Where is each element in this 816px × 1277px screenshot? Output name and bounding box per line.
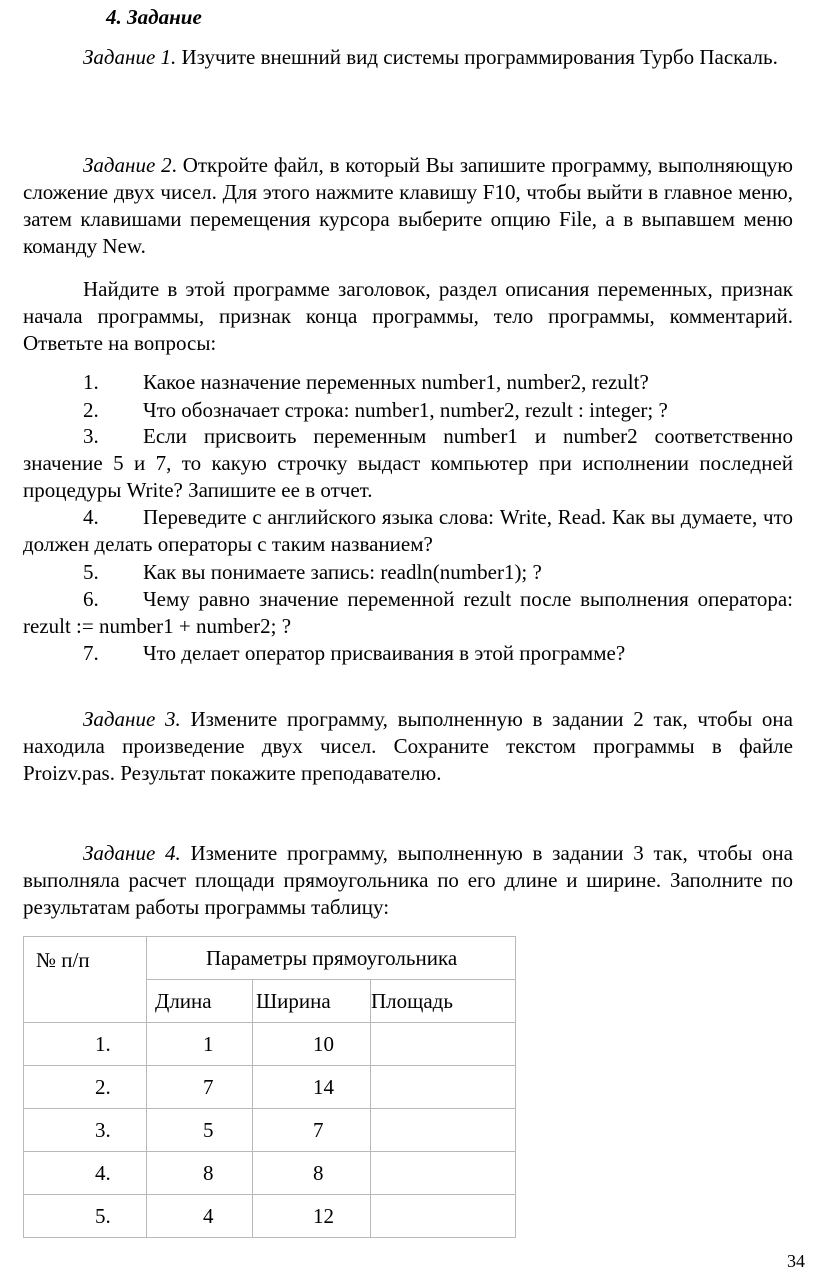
task-3 — [23, 706, 793, 787]
question-text: Что делает оператор присваивания в этой программе? — [143, 641, 626, 665]
column-header-number: № п/п — [24, 937, 147, 1023]
row-number: 3. — [24, 1109, 147, 1152]
cell-area[interactable] — [371, 1152, 516, 1195]
question-number: 6. — [83, 587, 99, 611]
question-number: 7. — [83, 641, 99, 665]
question-text: Если присвоить переменным number1 и number2 соответственно значение 5 и 7, то какую строчку выдаст компьютер при исполнении последней процедуры Write? Запишите ее в отчет. — [23, 424, 793, 502]
row-number: 1. — [24, 1023, 147, 1066]
question-text: Переведите с английского языка слова: Write, Read. Как вы думаете, что должен делать операторы с таким названием? — [23, 505, 793, 556]
cell-width: 8 — [253, 1152, 371, 1195]
cell-area[interactable] — [371, 1109, 516, 1152]
question-number: 4. — [83, 505, 99, 529]
task-1-lead: Задание 1. — [83, 45, 177, 69]
task-1-text: Изучите внешний вид системы программирования Турбо Паскаль. — [176, 45, 778, 69]
table-header-row — [24, 937, 516, 980]
column-header-area: Площадь — [371, 980, 516, 1023]
cell-length: 7 — [147, 1066, 253, 1109]
question-text: Чему равно значение переменной rezult после выполнения оператора: rezult := number1 + number2; ? — [23, 587, 793, 638]
task-4-text: Измените программу, выполненную в задании 3 так, чтобы она выполняла расчет площади прямоугольника по его длине и ширине. Заполните по результатам работы программы таблицу: — [23, 841, 793, 919]
cell-length: 4 — [147, 1195, 253, 1238]
cell-area[interactable] — [371, 1066, 516, 1109]
question-number: 1. — [83, 370, 99, 394]
task-1 — [23, 44, 793, 71]
task-2 — [23, 152, 793, 260]
column-group-header: Параметры прямоугольника — [147, 937, 516, 980]
row-number: 4. — [24, 1152, 147, 1195]
question-number: 5. — [83, 560, 99, 584]
cell-width: 7 — [253, 1109, 371, 1152]
table-row — [24, 1023, 516, 1066]
table-row — [24, 1066, 516, 1109]
task-2-text: . Откройте файл, в который Вы запишите программу, выполняющую сложение двух чисел. Для этого нажмите клавишу F10, чтобы выйти в главное меню, затем клавишами перемещения курсора выберите опцию File, а в выпавшем меню команду New. — [23, 153, 793, 258]
question-7 — [23, 640, 793, 667]
column-header-length: Длина — [147, 980, 253, 1023]
cell-area[interactable] — [371, 1023, 516, 1066]
cell-width: 10 — [253, 1023, 371, 1066]
question-number: 3. — [83, 424, 99, 448]
table-row — [24, 1195, 516, 1238]
cell-width: 14 — [253, 1066, 371, 1109]
row-number: 2. — [24, 1066, 147, 1109]
question-2 — [23, 397, 793, 424]
question-3 — [23, 423, 793, 504]
column-header-width: Ширина — [253, 980, 371, 1023]
question-6 — [23, 586, 793, 640]
question-1 — [23, 369, 793, 396]
cell-length: 5 — [147, 1109, 253, 1152]
cell-area[interactable] — [371, 1195, 516, 1238]
cell-length: 1 — [147, 1023, 253, 1066]
task-4 — [23, 840, 793, 921]
row-number: 5. — [24, 1195, 147, 1238]
question-text: Что обозначает строка: number1, number2, rezult : integer; ? — [143, 398, 668, 422]
task-2-lead: Задание 2 — [83, 153, 172, 177]
question-text: Какое назначение переменных number1, number2, rezult? — [143, 370, 649, 394]
rectangle-parameters-table — [23, 936, 516, 1238]
question-5 — [23, 559, 793, 586]
table-row — [24, 1152, 516, 1195]
section-heading: 4. Задание — [106, 5, 202, 29]
question-text: Как вы понимаете запись: readln(number1); ? — [143, 560, 542, 584]
table-row — [24, 1109, 516, 1152]
page-number: 34 — [787, 1251, 805, 1271]
task-4-lead: Задание 4. — [83, 841, 181, 865]
question-4 — [23, 504, 793, 558]
task-2-instructions — [23, 276, 793, 357]
task-2-instructions-text: Найдите в этой программе заголовок, раздел описания переменных, признак начала программы, признак конца программы, тело программы, комментарий. Ответьте на вопросы: — [23, 277, 793, 355]
cell-width: 12 — [253, 1195, 371, 1238]
cell-length: 8 — [147, 1152, 253, 1195]
question-number: 2. — [83, 398, 99, 422]
task-3-text: Измените программу, выполненную в задании 2 так, чтобы она находила произведение двух чисел. Сохраните текстом программы в файле Proizv.pas. Результат покажите преподавателю. — [23, 707, 793, 785]
task-3-lead: Задание 3. — [83, 707, 181, 731]
